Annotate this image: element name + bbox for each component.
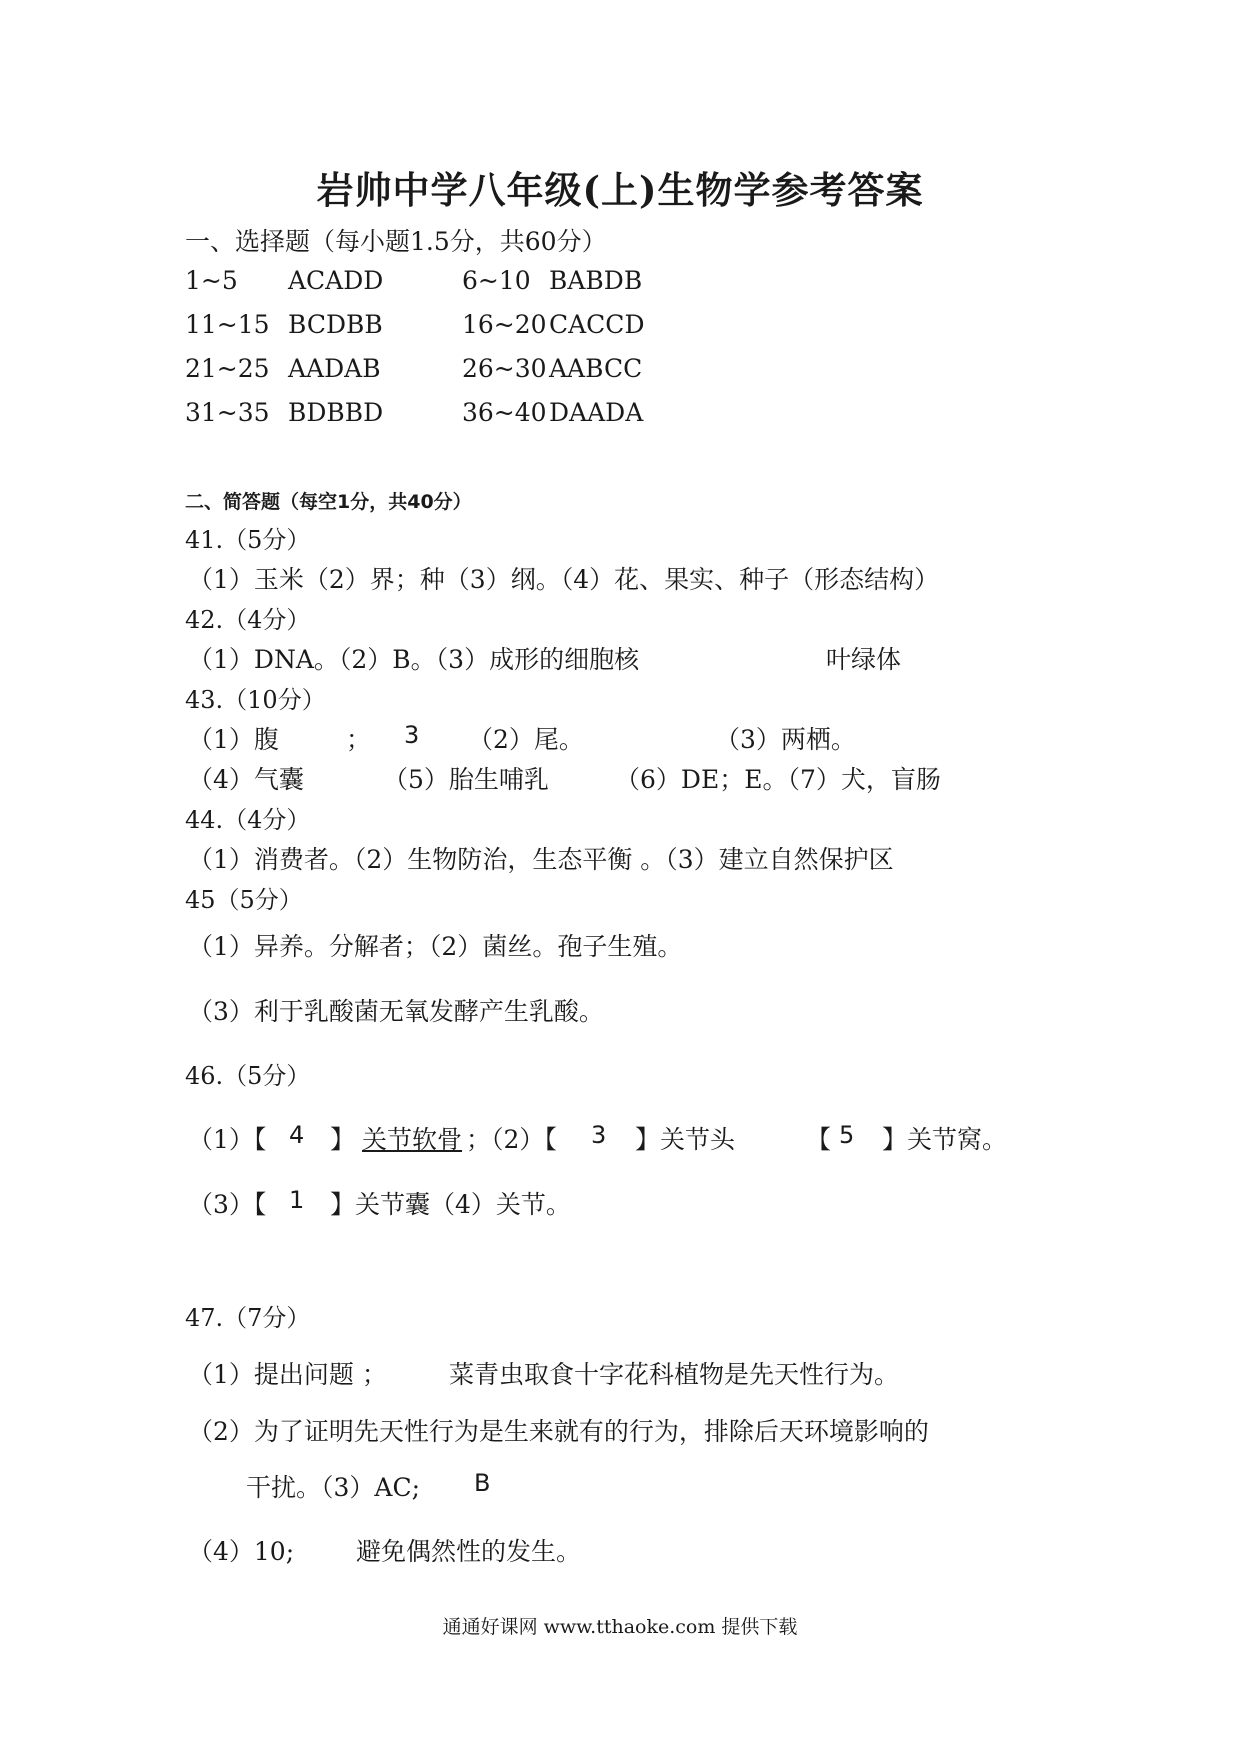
q44-answer: （1）消费者。（2）生物防治，生态平衡 。（3）建立自然保护区 xyxy=(188,845,894,874)
range-21-25: 21~25 xyxy=(185,354,270,383)
section2-heading: 二、简答题（每空1分，共40分） xyxy=(185,491,472,513)
footer-source: 通通好课网 www.tthaoke.com 提供下载 xyxy=(442,1616,798,1638)
q46-answer-1g: 】关节头 xyxy=(635,1125,736,1154)
q46-answer-1b: 4 xyxy=(289,1121,305,1149)
q43-answer-1d: （2）尾。 xyxy=(468,725,584,754)
answers-36-40: DAADA xyxy=(549,398,644,427)
answers-31-35: BDBBD xyxy=(288,398,384,427)
q47-answer-4a: （4）10; xyxy=(188,1537,295,1566)
q43-answer-1c: 3 xyxy=(404,721,420,749)
range-31-35: 31~35 xyxy=(185,398,270,427)
range-36-40: 36~40 xyxy=(462,398,547,427)
q43-answer-2b: （5）胎生哺乳 xyxy=(383,765,549,794)
q47-answer-1a: （1）提出问题 ； xyxy=(188,1360,387,1389)
q43-answer-1e: （3）两栖。 xyxy=(715,725,856,754)
q47-answer-4b: 避免偶然性的发生。 xyxy=(356,1537,582,1566)
q46-answer-2b: 1 xyxy=(289,1186,305,1214)
range-1-5: 1~5 xyxy=(185,266,238,295)
q46-answer-2a: （3）【 xyxy=(188,1190,267,1219)
q42-answer-a: （1）DNA。（2）B。（3）成形的细胞核 xyxy=(188,645,640,674)
q46-answer-1i: 5 xyxy=(839,1121,855,1149)
answers-1-5: ACADD xyxy=(288,266,384,295)
q43-answer-2a: （4）气囊 xyxy=(188,765,304,794)
q41-answer: （1）玉米（2）界；种（3）纲。（4）花、果实、种子（形态结构） xyxy=(188,565,940,594)
q47-number: 47.（7分） xyxy=(185,1304,311,1332)
q43-answer-1b: ； xyxy=(346,725,372,754)
range-6-10: 6~10 xyxy=(462,266,531,295)
answers-6-10: BABDB xyxy=(549,266,643,295)
range-11-15: 11~15 xyxy=(185,310,270,339)
q44-number: 44.（4分） xyxy=(185,806,311,834)
page-title: 岩帅中学八年级(上)生物学参考答案 xyxy=(316,168,924,212)
q46-answer-2c: 】关节囊（4）关节。 xyxy=(330,1190,571,1219)
answers-26-30: AABCC xyxy=(549,354,643,383)
q46-answer-1h: 【 xyxy=(806,1125,832,1154)
q46-answer-1d: 关节软骨 xyxy=(362,1125,463,1154)
answers-21-25: AADAB xyxy=(288,354,381,383)
q41-number: 41.（5分） xyxy=(185,526,311,554)
q46-number: 46.（5分） xyxy=(185,1062,311,1090)
q43-answer-2c: （6）DE；E。（7）犬，盲肠 xyxy=(615,765,941,794)
section1-heading: 一、选择题（每小题1.5分，共60分） xyxy=(185,227,607,256)
q45-answer-2: （3）利于乳酸菌无氧发酵产生乳酸。 xyxy=(188,997,604,1026)
q46-answer-1a: （1）【 xyxy=(188,1125,267,1154)
q46-answer-1j: 】关节窝。 xyxy=(882,1125,1008,1154)
q47-answer-3a: 干扰。（3）AC; xyxy=(246,1473,421,1502)
q45-answer-1: （1）异养。分解者；（2）菌丝。孢子生殖。 xyxy=(188,932,683,961)
range-26-30: 26~30 xyxy=(462,354,547,383)
q47-answer-1b: 菜青虫取食十字花科植物是先天性行为。 xyxy=(449,1360,900,1389)
answers-11-15: BCDBB xyxy=(288,310,383,339)
q43-number: 43.（10分） xyxy=(185,686,326,714)
q42-answer-b: 叶绿体 xyxy=(826,645,902,674)
q46-answer-1c: 】 xyxy=(330,1125,356,1154)
answers-16-20: CACCD xyxy=(549,310,645,339)
q43-answer-1a: （1）腹 xyxy=(188,725,279,754)
q42-number: 42.（4分） xyxy=(185,606,311,634)
q46-answer-1e: ；（2）【 xyxy=(466,1125,557,1154)
q46-answer-1f: 3 xyxy=(591,1121,607,1149)
q45-number: 45（5分） xyxy=(185,886,303,914)
q47-answer-2: （2）为了证明先天性行为是生来就有的行为，排除后天环境影响的 xyxy=(188,1417,929,1446)
range-16-20: 16~20 xyxy=(462,310,547,339)
q47-answer-3b: B xyxy=(474,1469,491,1497)
